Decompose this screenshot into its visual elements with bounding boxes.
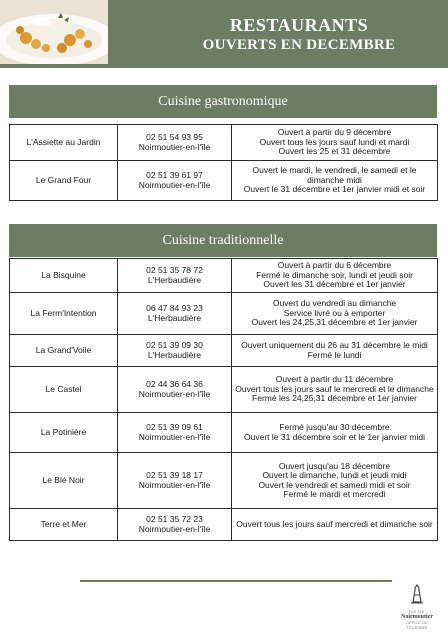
hours-line: Ouvert les 31 décembre et 1er janvier <box>263 279 406 290</box>
hours-line: Ouvert à partir du 11 décembre <box>275 374 394 385</box>
hours-line: Ouvert uniquement du 26 au 31 décembre le midi <box>241 340 428 350</box>
town: L'Herbaudière <box>147 349 202 360</box>
contact-cell <box>118 293 232 335</box>
phone-number: 02 51 35 72 23 <box>146 514 203 524</box>
phone-number: 02 44 36 64 36 <box>146 379 203 389</box>
phone-number: 02 51 54 93 95 <box>146 132 203 142</box>
hours-line: Ouvert du vendredi au dimanche <box>272 298 397 309</box>
town: Noirmoutier-en-l'île <box>138 141 211 152</box>
hours-line: Ouvert à partir du 6 décembre <box>277 260 392 271</box>
table-traditionnelle <box>9 258 438 541</box>
table-row <box>10 293 438 335</box>
table-row <box>10 509 438 541</box>
town: Noirmoutier-en-l'île <box>138 479 211 490</box>
contact-cell <box>118 161 232 201</box>
hours-line: Ouvert le mardi, le vendredi, le samedi et le dimanche midi <box>252 165 417 185</box>
phone-number: 02 51 35 78 72 <box>146 265 203 275</box>
lighthouse-icon <box>409 584 425 604</box>
table-gastronomique <box>9 124 438 201</box>
opening-hours <box>232 259 438 293</box>
table-row <box>10 259 438 293</box>
hours-line: Ouvert tous les jours sauf le mercredi et le dimanche <box>235 383 434 394</box>
page-header <box>0 0 448 68</box>
contact-cell <box>118 413 232 453</box>
opening-hours <box>232 161 438 201</box>
page-title <box>150 15 448 55</box>
phone-number: 02 51 39 61 97 <box>146 170 203 180</box>
hours-line: Ouvert à partir du 9 décembre <box>277 127 392 138</box>
town: Noirmoutier-en-l'île <box>138 179 211 190</box>
footer-divider <box>80 580 392 582</box>
contact-cell <box>118 125 232 161</box>
title-line-2: OUVERTS EN DECEMBRE <box>202 37 396 53</box>
restaurant-name: La Potinière <box>10 413 118 453</box>
contact-cell <box>118 367 232 413</box>
noirmoutier-logo <box>396 584 438 636</box>
section-heading-traditionnelle: Cuisine traditionnelle <box>9 224 437 257</box>
phone-number: 02 51 39 18 17 <box>146 470 203 480</box>
opening-hours <box>232 293 438 335</box>
opening-hours <box>232 335 438 367</box>
logo-name: Noirmoutier <box>401 614 433 620</box>
restaurant-name: Le Castel <box>10 367 118 413</box>
town: Noirmoutier-en-l'île <box>138 431 211 442</box>
opening-hours <box>232 125 438 161</box>
town: Noirmoutier-en-l'île <box>138 388 211 399</box>
title-line-1: RESTAURANTS <box>229 15 369 35</box>
hours-line: Ouvert les 24,25,31 décembre et 1er janvier <box>251 317 418 328</box>
table-row <box>10 453 438 509</box>
contact-cell <box>118 453 232 509</box>
restaurant-name: Le Grand Four <box>10 161 118 201</box>
hours-line: Service livré ou à emporter <box>283 307 386 318</box>
restaurant-name: La Grand'Voile <box>10 335 118 367</box>
hours-line: Fermé les 24,25,31 décembre et 1er janvier <box>252 393 417 404</box>
restaurant-name: Le Blé Noir <box>10 453 118 509</box>
hours-line: Ouvert tous les jours sauf lundi et mardi <box>259 136 410 147</box>
phone-number: 06 47 84 93 23 <box>146 303 203 313</box>
restaurant-name: La Ferm'Intention <box>10 293 118 335</box>
town: L'Herbaudière <box>147 312 202 323</box>
phone-number: 02 51 39 09 30 <box>146 340 203 350</box>
hours-line: Fermé le mardi et mercredi <box>283 489 386 499</box>
hours-line: Fermé le dimanche soir, lundi et jeudi soir <box>256 269 413 280</box>
hours-line: Ouvert le vendredi et samedi midi et soir <box>258 479 411 490</box>
table-row <box>10 161 438 201</box>
opening-hours <box>232 413 438 453</box>
hours-line: Fermé le lundi <box>307 349 362 360</box>
opening-hours <box>232 367 438 413</box>
hours-line: Fermé jusqu'au 30 décembre <box>279 422 390 432</box>
section-heading-gastronomique: Cuisine gastronomique <box>9 85 437 118</box>
opening-hours <box>232 453 438 509</box>
phone-number: 02 51 39 09 61 <box>146 422 203 432</box>
hours-line: Ouvert tous les jours sauf mercredi et dimanche soir <box>236 518 433 529</box>
contact-cell <box>118 335 232 367</box>
table-row <box>10 413 438 453</box>
hours-line: Ouvert le dimanche, lundi et jeudi midi <box>262 470 407 480</box>
hours-line: Ouvert jusqu'au 18 décembre <box>278 460 391 471</box>
logo-subtitle: OFFICE DE TOURISME <box>406 621 428 630</box>
contact-cell <box>118 509 232 541</box>
table-row <box>10 367 438 413</box>
opening-hours <box>232 509 438 541</box>
hours-line: Ouvert les 25 et 31 décembre <box>278 146 391 157</box>
table-row <box>10 335 438 367</box>
restaurant-name: La Bisquine <box>10 259 118 293</box>
restaurant-name: L'Assiette au Jardin <box>10 125 118 161</box>
food-photo <box>0 0 108 64</box>
hours-line: Ouvert le 31 décembre et 1er janvier midi et soir <box>243 184 426 195</box>
town: L'Herbaudière <box>147 274 202 285</box>
contact-cell <box>118 259 232 293</box>
restaurant-name: Terre et Mer <box>10 509 118 541</box>
table-row <box>10 125 438 161</box>
logo-top-text: ÎLE DE <box>409 609 425 614</box>
town: Noirmoutier-en-l'île <box>138 523 211 534</box>
hours-line: Ouvert le 31 décembre soir et le 1er janvier midi <box>244 431 425 442</box>
